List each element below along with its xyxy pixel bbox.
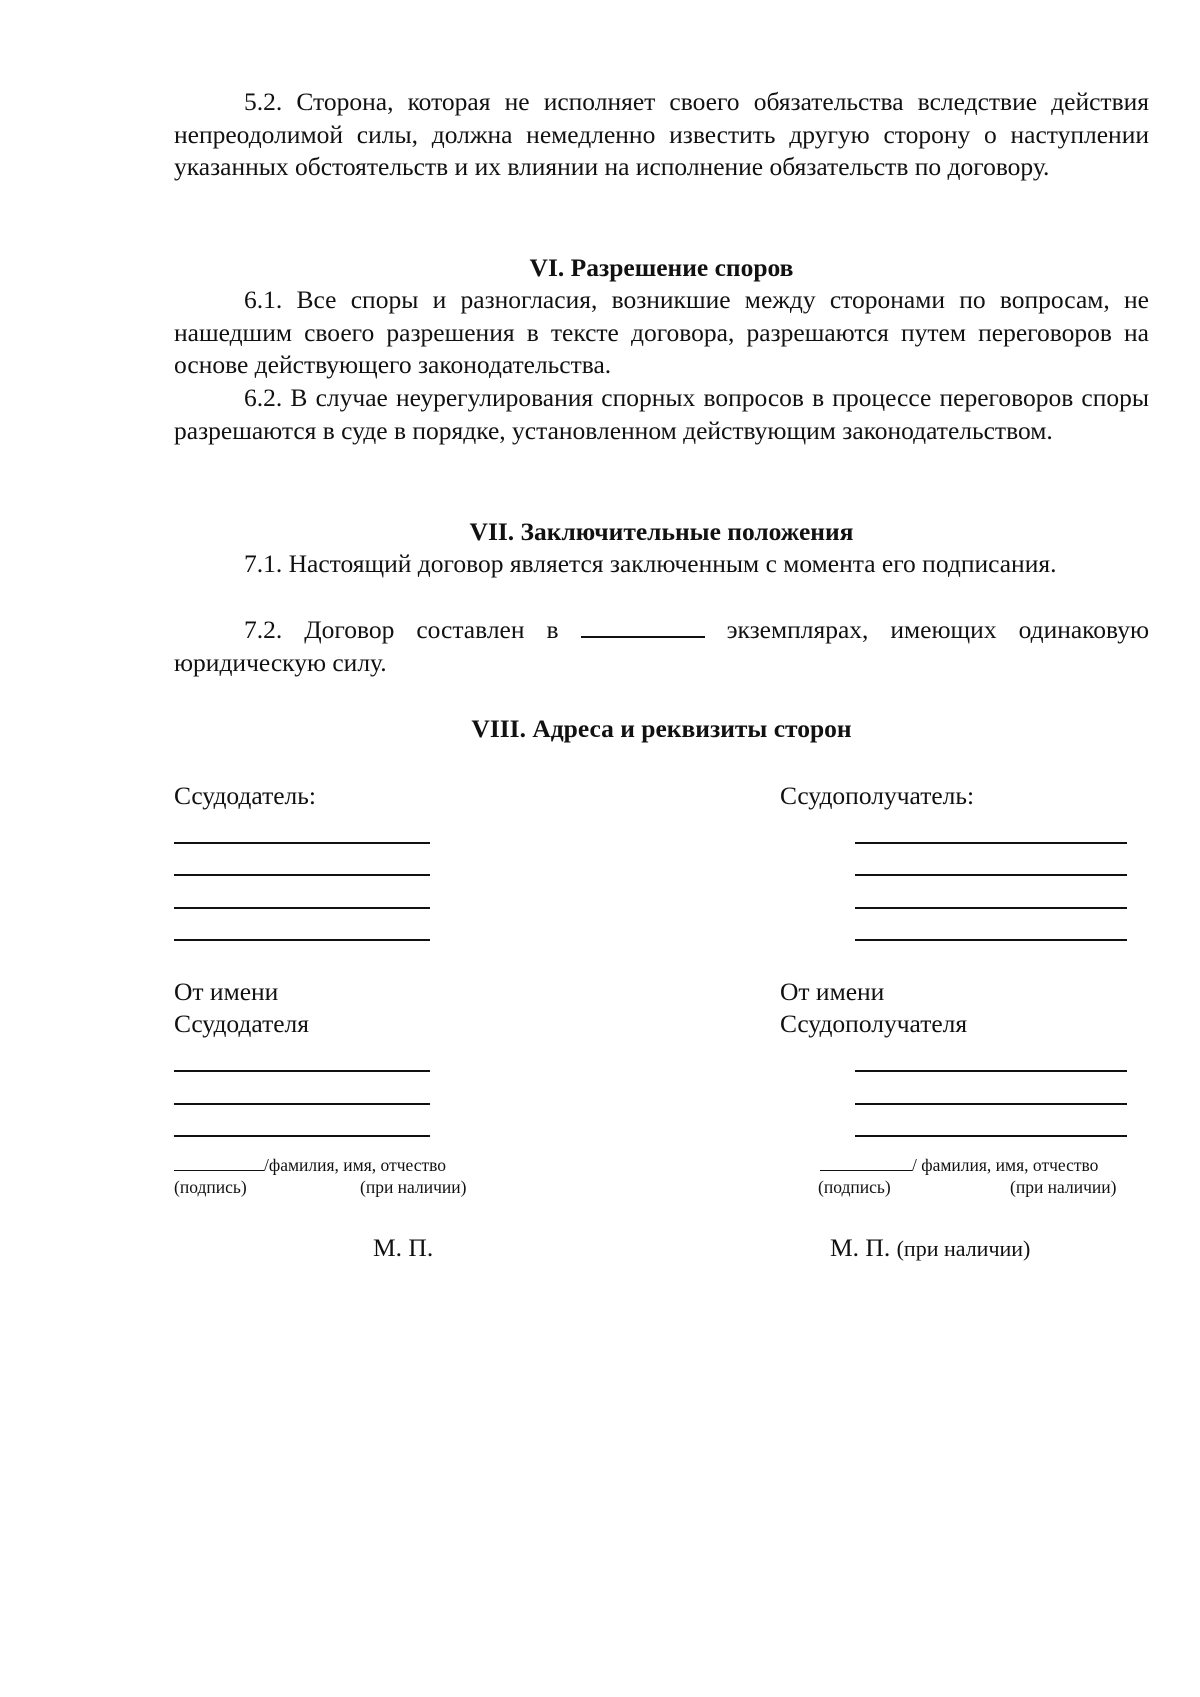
paragraph-7-2-text-before: 7.2. Договор составлен в <box>244 615 559 644</box>
lender-address-line-4 <box>174 939 430 941</box>
borrower-if-any-caption: (при наличии) <box>1010 1177 1117 1197</box>
borrower-signature-blank <box>820 1155 912 1171</box>
borrower-on-behalf-label: От имени <box>780 977 885 1006</box>
borrower-seal <box>830 1232 1030 1265</box>
lender-signature-caption: (подпись) <box>174 1177 247 1197</box>
lender-signature-fio <box>174 1154 446 1176</box>
lender-rep-line-2 <box>174 1103 430 1105</box>
lender-address-line-3 <box>174 907 430 909</box>
borrower-address-line-2 <box>855 874 1127 876</box>
borrower-seal-label: М. П. <box>830 1233 891 1262</box>
paragraph-6-1: 6.1. Все споры и разногласия, возникшие между сторонами по вопросам, не нашедшим своего разрешения в тексте договора, разрешаются путем переговоров на основе действующего законодательства. <box>174 285 1149 379</box>
lender-rep-line-3 <box>174 1135 430 1137</box>
borrower-rep-line-3 <box>855 1135 1127 1137</box>
heading-section-7: VII. Заключительные положения <box>469 517 854 546</box>
lender-address-line-2 <box>174 874 430 876</box>
lender-fio-caption: /фамилия, имя, отчество <box>264 1155 447 1175</box>
lender-rep-line-1 <box>174 1070 430 1072</box>
lender-if-any-caption: (при наличии) <box>360 1177 467 1197</box>
copies-count-blank <box>581 614 705 638</box>
borrower-genitive-label: Ссудополучателя <box>780 1009 968 1038</box>
borrower-signature-fio <box>820 1154 1098 1176</box>
paragraph-5-2: 5.2. Сторона, которая не исполняет своего обязательства вследствие действия непреодолимой силы, должна немедленно известить другую сторону о наступлении указанных обстоятельств и их влиянии на исполнение обязательств по договору. <box>174 87 1149 181</box>
borrower-address-line-1 <box>855 842 1127 844</box>
heading-section-6: VI. Разрешение споров <box>529 253 794 282</box>
paragraph-7-2-text-after: экземплярах, имеющих одинаковую юридическую силу. <box>174 615 1149 677</box>
lender-signature-blank <box>174 1155 264 1171</box>
borrower-signature-caption: (подпись) <box>818 1177 891 1197</box>
lender-address-line-1 <box>174 842 430 844</box>
borrower-address-line-4 <box>855 939 1127 941</box>
lender-on-behalf-label: От имени <box>174 977 279 1006</box>
paragraph-7-1: 7.1. Настоящий договор является заключенным с момента его подписания. <box>244 549 1057 578</box>
heading-section-8: VIII. Адреса и реквизиты сторон <box>471 714 852 743</box>
borrower-rep-line-1 <box>855 1070 1127 1072</box>
lender-genitive-label: Ссудодателя <box>174 1009 309 1038</box>
borrower-rep-line-2 <box>855 1103 1127 1105</box>
borrower-address-line-3 <box>855 907 1127 909</box>
lender-label: Ссудодатель: <box>174 781 316 810</box>
lender-seal-label: М. П. <box>373 1233 434 1262</box>
paragraph-7-2 <box>174 614 1149 679</box>
borrower-fio-caption: / фамилия, имя, отчество <box>912 1155 1099 1175</box>
borrower-seal-note: (при наличии) <box>896 1236 1031 1261</box>
borrower-label: Ссудополучатель: <box>780 781 975 810</box>
paragraph-6-2: 6.2. В случае неурегулирования спорных вопросов в процессе переговоров споры разрешаются в суде в порядке, установленном действующим законодательством. <box>174 383 1149 445</box>
